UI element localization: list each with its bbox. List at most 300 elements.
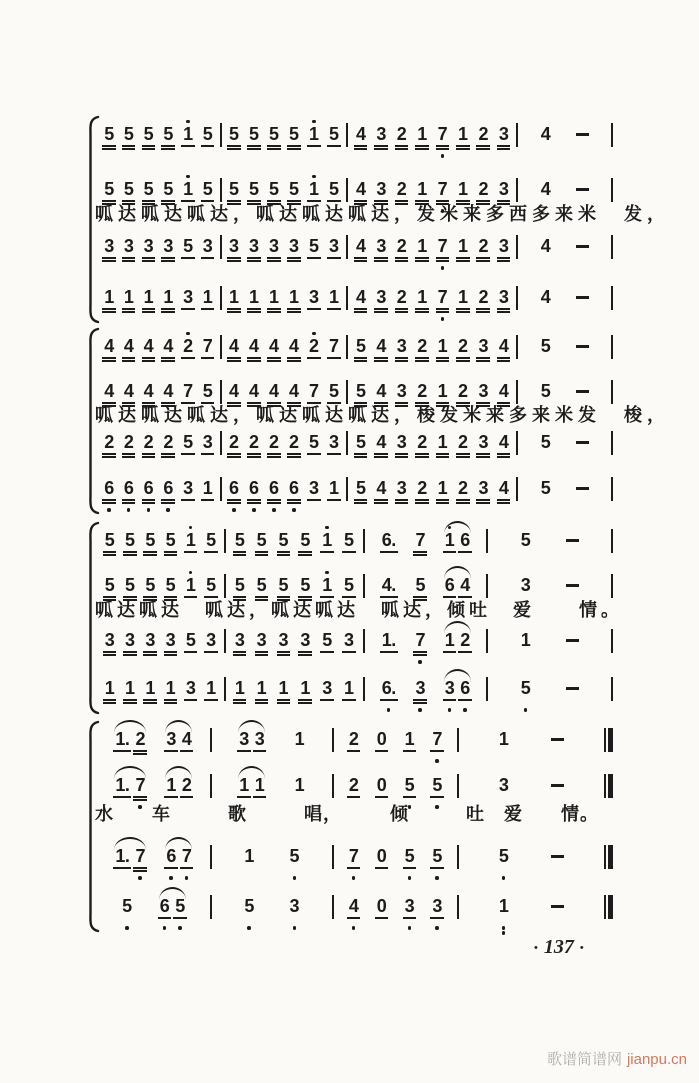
beam-underline <box>497 308 511 310</box>
note-digit: 4 <box>269 336 279 356</box>
beam-underline <box>298 651 312 653</box>
underline-zone <box>395 499 409 506</box>
note-digit: 1 <box>239 775 249 795</box>
underline-zone <box>122 499 136 506</box>
beam-underline <box>227 260 241 262</box>
octave-dot-below <box>169 876 173 880</box>
beam-underline <box>327 357 341 359</box>
note-digit: 5 <box>329 179 339 199</box>
octave-dot-below-zone <box>125 924 129 936</box>
slur-arc <box>444 669 471 682</box>
note-digit: 2 <box>269 432 279 452</box>
note-group <box>160 118 176 164</box>
beam-underline <box>247 499 261 501</box>
underline-zone <box>133 750 147 757</box>
beam-underline <box>307 145 321 147</box>
duration-dash <box>576 487 589 490</box>
note-group <box>435 118 451 164</box>
beam-underline <box>122 360 136 362</box>
note-digit: 6 <box>123 478 134 498</box>
note-digit: 4 <box>123 381 134 401</box>
note-digit: 4 <box>460 575 470 595</box>
beam-underline <box>320 596 334 598</box>
beam-underline <box>227 200 241 202</box>
beam-underline <box>173 917 187 919</box>
note-digit: 3 <box>376 179 386 199</box>
note-digit: 1 <box>104 287 114 307</box>
beam-underline <box>287 453 301 455</box>
beam-underline <box>436 357 450 359</box>
note-digit: 1 <box>437 381 448 401</box>
slur-arc <box>238 720 265 733</box>
note-group <box>435 330 451 376</box>
note-group <box>276 524 292 570</box>
beam-underline <box>307 200 321 202</box>
beam-underline <box>133 753 147 755</box>
note-token <box>455 230 471 276</box>
note-token <box>326 426 342 472</box>
note-digit: 5 <box>185 630 196 650</box>
beam-underline <box>395 456 409 458</box>
beam-underline <box>103 654 117 656</box>
beam-underline <box>327 200 341 202</box>
slur-group <box>163 840 194 886</box>
beam-underline <box>497 357 511 359</box>
note-digit: 3 <box>376 236 386 256</box>
notation-line <box>97 426 613 472</box>
note-token <box>306 281 322 327</box>
note-digit: 1 <box>498 896 509 916</box>
notation-line <box>97 890 613 936</box>
octave-dot-below-zone <box>441 315 445 327</box>
note-group <box>538 426 554 472</box>
underline-zone <box>122 357 136 364</box>
note-digit: 4 <box>376 381 386 401</box>
note-digit: 5 <box>322 630 332 650</box>
beam-underline <box>201 200 215 202</box>
note-digit: 2 <box>143 432 154 452</box>
octave-dot-below <box>247 926 251 930</box>
beam-underline <box>164 867 178 869</box>
beam-underline <box>133 870 147 872</box>
beam-underline <box>255 699 269 701</box>
note-group <box>435 281 451 327</box>
underline-zone <box>415 257 429 264</box>
octave-dot-below-zone <box>292 506 296 518</box>
underline-zone <box>204 651 218 658</box>
note-digit: 1 <box>417 287 427 307</box>
beam-underline <box>476 456 490 458</box>
lyrics-line: 呱达呱达 呱达，呱达呱达 呱达，倾吐 爱 情。 <box>95 600 623 620</box>
underline-zone <box>173 917 187 924</box>
beam-underline <box>476 357 490 359</box>
note-digit: 1 <box>322 575 332 595</box>
beam-underline <box>233 554 247 556</box>
note-group <box>475 330 491 376</box>
note-group <box>142 624 158 670</box>
beam-underline <box>347 796 361 798</box>
underline-zone <box>227 453 241 460</box>
underline-zone <box>354 257 368 264</box>
note-group <box>203 524 219 570</box>
note-digit: 5 <box>269 124 279 144</box>
beam-underline <box>142 257 156 259</box>
beam-underline <box>327 499 341 501</box>
note-digit: 3 <box>520 575 531 595</box>
note-group <box>246 281 262 327</box>
underline-zone <box>161 145 175 152</box>
beam-underline <box>458 699 472 701</box>
slur-group <box>163 723 194 769</box>
note-group <box>266 230 282 276</box>
note-group <box>435 426 451 472</box>
underline-zone <box>443 651 457 658</box>
dash-note <box>573 281 592 327</box>
beam-underline <box>102 456 116 458</box>
note-group <box>353 426 369 472</box>
note-digit: 1 <box>166 775 176 795</box>
octave-dot-below-zone <box>147 506 151 518</box>
beam-underline <box>298 702 312 704</box>
final-barline <box>604 728 614 752</box>
beam-underline <box>277 651 291 653</box>
note-token <box>254 524 270 570</box>
note-token <box>246 118 262 164</box>
note-digit: 2 <box>458 478 468 498</box>
note-token <box>429 890 445 936</box>
note-group <box>276 624 292 670</box>
note-digit: 4 <box>355 179 366 199</box>
note-digit: 3 <box>478 381 488 401</box>
note-token <box>141 426 157 472</box>
beam-underline <box>122 502 136 504</box>
note-digit: 6 <box>229 478 239 498</box>
note-digit: 6 <box>269 478 279 498</box>
note-token <box>226 281 242 327</box>
note-digit: 7 <box>415 630 425 650</box>
note-group <box>394 281 410 327</box>
beam-underline <box>181 145 195 147</box>
beam-underline <box>247 148 261 150</box>
measure <box>488 672 611 718</box>
underline-zone <box>519 551 533 558</box>
note-group <box>475 118 491 164</box>
measure <box>348 472 516 518</box>
note-digit: 3 <box>432 896 442 916</box>
note-group <box>160 426 176 472</box>
octave-dot-below <box>387 708 391 712</box>
underline-zone <box>102 257 116 264</box>
note-digit: 1 <box>185 575 196 595</box>
underline-zone <box>415 145 429 152</box>
note-token <box>394 118 410 164</box>
beam-underline <box>413 651 427 653</box>
notation-line <box>97 330 613 376</box>
note-digit: 3 <box>498 287 509 307</box>
beam-underline <box>327 453 341 455</box>
note-token <box>455 472 471 518</box>
underline-zone <box>549 750 566 757</box>
notation-line <box>97 118 613 164</box>
note-token <box>141 118 157 164</box>
beam-underline <box>227 453 241 455</box>
measure <box>97 118 220 164</box>
note-group <box>180 426 196 472</box>
beam-underline <box>133 750 147 752</box>
note-digit: 3 <box>289 896 300 916</box>
underline-zone <box>204 699 218 706</box>
note-group <box>379 672 399 718</box>
note-group <box>306 426 322 472</box>
measure <box>222 472 347 518</box>
beam-underline <box>287 257 301 259</box>
note-group <box>246 118 262 164</box>
note-digit: 4 <box>269 381 279 401</box>
notation-line <box>97 472 613 518</box>
note-group <box>102 672 118 718</box>
beam-underline <box>413 654 427 656</box>
note-token <box>496 723 512 769</box>
beam-underline <box>161 453 175 455</box>
underline-zone <box>184 651 198 658</box>
note-group <box>226 230 242 276</box>
underline-zone <box>415 499 429 506</box>
note-digit: 1 <box>458 236 468 256</box>
underline-zone <box>436 308 450 315</box>
note-digit: 1 <box>183 179 193 199</box>
octave-dot-above <box>186 120 190 124</box>
note-digit: 1 <box>143 287 154 307</box>
beam-underline <box>247 260 261 262</box>
underline-zone <box>287 145 301 152</box>
note-digit: 5 <box>202 381 213 401</box>
octave-dot-below-zone <box>252 506 256 518</box>
note-digit: 3 <box>278 630 289 650</box>
duration-dash <box>576 345 589 348</box>
note-digit: 7 <box>432 729 442 749</box>
note-digit: 2 <box>458 336 468 356</box>
octave-dot-below-zone <box>435 757 439 769</box>
note-group <box>455 230 471 276</box>
underline-zone <box>327 499 341 506</box>
note-group <box>394 330 410 376</box>
beam-underline <box>298 551 312 553</box>
note-digit: 1. <box>115 775 130 795</box>
note-digit: 6 <box>159 896 170 916</box>
beam-underline <box>161 456 175 458</box>
underline-zone <box>413 699 427 706</box>
beam-underline <box>267 200 281 202</box>
note-token <box>306 330 322 376</box>
beam-underline <box>123 596 137 598</box>
beam-underline <box>255 702 269 704</box>
note-digit: 6 <box>166 846 176 866</box>
underline-zone <box>415 308 429 315</box>
beam-underline <box>476 311 490 313</box>
note-group <box>286 118 302 164</box>
note-digit: 2 <box>309 336 319 356</box>
beam-underline <box>247 308 261 310</box>
beam-underline <box>375 917 389 919</box>
note-token <box>200 230 216 276</box>
note-digit: 1 <box>294 729 305 749</box>
beam-underline <box>113 796 131 798</box>
beam-underline <box>287 456 301 458</box>
note-token <box>455 330 471 376</box>
octave-dot-below <box>232 508 236 512</box>
note-digit: 1 <box>163 287 173 307</box>
beam-underline <box>201 257 215 259</box>
note-token <box>200 118 216 164</box>
note-digit: 6 <box>249 478 259 498</box>
beam-underline <box>456 200 470 202</box>
slur-group <box>236 723 267 769</box>
underline-zone <box>123 551 137 558</box>
beam-underline <box>133 796 147 798</box>
note-token <box>379 524 399 570</box>
underline-zone <box>549 796 566 803</box>
note-digit: 2 <box>417 381 427 401</box>
note-token <box>241 890 257 936</box>
note-token <box>306 472 322 518</box>
underline-zone <box>133 796 147 803</box>
beam-underline <box>161 148 175 150</box>
note-token <box>226 472 242 518</box>
final-barline-thin <box>604 774 606 798</box>
page-number-left-dot: • <box>534 941 538 954</box>
beam-underline <box>123 699 137 701</box>
note-digit: 1 <box>145 678 155 698</box>
beam-underline <box>267 308 281 310</box>
beam-underline <box>403 867 417 869</box>
beam-underline <box>122 260 136 262</box>
note-digit: 4. <box>381 575 396 595</box>
slur-group <box>157 890 188 936</box>
measure <box>97 230 220 276</box>
note-digit: 3 <box>183 478 193 498</box>
slur-arc <box>444 521 471 534</box>
note-token <box>180 330 196 376</box>
underline-zone <box>476 257 490 264</box>
note-digit: 3 <box>322 678 332 698</box>
beam-underline <box>277 654 291 656</box>
note-digit: 1 <box>437 478 448 498</box>
beam-underline <box>497 145 511 147</box>
underline-zone <box>277 651 291 658</box>
underline-zone <box>564 551 581 558</box>
beam-underline <box>375 867 389 869</box>
beam-underline <box>113 867 131 869</box>
note-token <box>102 672 118 718</box>
note-group <box>163 624 179 670</box>
beam-underline <box>436 257 450 259</box>
octave-dot-below <box>166 508 170 512</box>
beam-underline <box>102 502 116 504</box>
slur-arc <box>444 621 471 634</box>
octave-dot-below <box>408 876 412 880</box>
octave-dot-below <box>352 926 356 930</box>
octave-dot-below <box>185 876 189 880</box>
dash-note <box>563 624 582 670</box>
underline-zone <box>430 796 444 803</box>
beam-underline <box>354 308 368 310</box>
beam-underline <box>164 651 178 653</box>
underline-zone <box>287 257 301 264</box>
beam-underline <box>307 308 321 310</box>
note-digit: 2 <box>417 432 427 452</box>
note-token <box>141 472 157 518</box>
octave-dot-below-zone <box>107 506 111 518</box>
note-digit: 6 <box>143 478 154 498</box>
note-group <box>266 330 282 376</box>
beam-underline <box>201 453 215 455</box>
beam-underline <box>267 360 281 362</box>
underline-zone <box>242 867 256 874</box>
note-token <box>163 672 179 718</box>
note-group <box>518 524 534 570</box>
underline-zone <box>180 750 194 757</box>
note-group <box>373 472 389 518</box>
underline-zone <box>158 917 172 924</box>
beam-underline <box>354 453 368 455</box>
note-token <box>412 524 428 570</box>
note-digit: 1 <box>309 179 319 199</box>
underline-zone <box>375 796 389 803</box>
note-group <box>346 890 362 936</box>
beam-underline <box>123 551 137 553</box>
note-token <box>232 524 248 570</box>
measure <box>212 890 332 936</box>
beam-underline <box>415 260 429 262</box>
note-group <box>119 890 135 936</box>
note-token <box>373 426 389 472</box>
note-group <box>563 624 582 670</box>
beam-underline <box>476 148 490 150</box>
beam-underline <box>354 200 368 202</box>
beam-underline <box>102 499 116 501</box>
note-token <box>226 426 242 472</box>
note-group <box>203 624 219 670</box>
underline-zone <box>539 357 553 364</box>
underline-zone <box>113 867 131 874</box>
note-group <box>563 524 582 570</box>
note-group <box>160 281 176 327</box>
note-group <box>286 281 302 327</box>
underline-zone <box>122 308 136 315</box>
underline-zone <box>403 796 417 803</box>
beam-underline <box>374 260 388 262</box>
underline-zone <box>327 145 341 152</box>
beam-underline <box>374 148 388 150</box>
end-barline <box>611 235 613 259</box>
note-group <box>573 472 592 518</box>
beam-underline <box>395 308 409 310</box>
note-digit: 5 <box>432 775 442 795</box>
note-token <box>346 890 362 936</box>
octave-dot-below-zone <box>408 924 412 936</box>
underline-zone <box>237 750 251 757</box>
octave-dot-below <box>163 926 167 930</box>
underline-zone <box>456 357 470 364</box>
note-group <box>266 426 282 472</box>
note-digit: 2 <box>123 432 134 452</box>
note-token <box>394 472 410 518</box>
measure <box>226 672 363 718</box>
note-group <box>163 672 179 718</box>
note-digit: 3 <box>289 236 299 256</box>
note-token <box>246 426 262 472</box>
beam-underline <box>103 554 117 556</box>
